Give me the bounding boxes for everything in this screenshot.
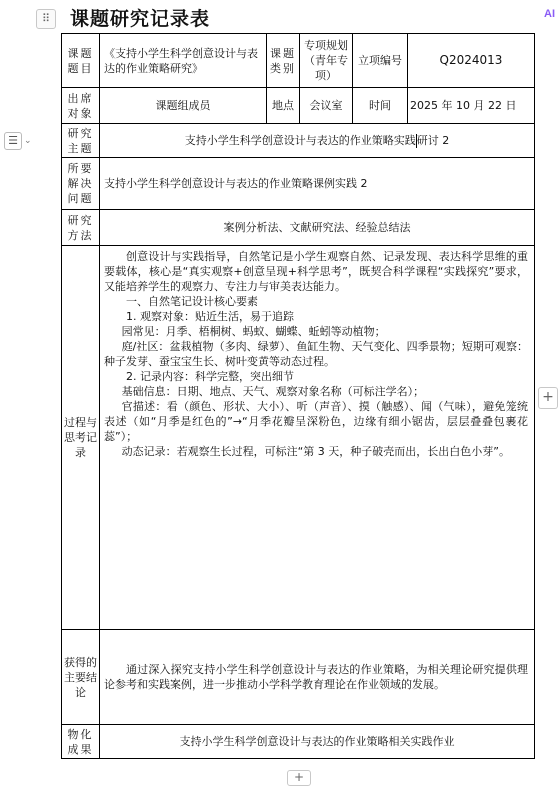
- ai-assistant-button[interactable]: AI: [544, 8, 555, 20]
- attendee-label: 出席对象: [62, 88, 100, 124]
- table-row: [62, 158, 535, 210]
- outcome-label: 物化成果: [62, 725, 100, 759]
- research-theme-text: 支持小学生科学创意设计与表达的作业策略实践: [184, 134, 416, 147]
- table-row: [62, 34, 535, 88]
- category-label: 课题类别: [267, 34, 300, 88]
- table-row: [62, 246, 535, 630]
- chevron-down-icon[interactable]: ⌄: [24, 136, 32, 146]
- place-label: 地点: [267, 88, 300, 124]
- category-value[interactable]: 专项规划（青年专项）: [300, 34, 353, 88]
- document-title: 课题研究记录表: [70, 8, 211, 30]
- table-row: [62, 725, 535, 759]
- id-label: 立项编号: [353, 34, 408, 88]
- process-paragraph: 创意设计与实践指导，自然笔记是小学生观察自然、记录发现、表达科学思维的重要载体，核心是“真实观察+创意呈现+科学思考”，既契合科学课程“实践探究”要求，又能培养学生的观察力、专注力与审美表达能力。: [104, 250, 528, 293]
- research-theme-value[interactable]: [100, 124, 535, 158]
- conclusion-value[interactable]: 通过深入探究支持小学生科学创意设计与表达的作业策略，为相关理论研究提供理论参考和实践案例，进一步推动小学科学教育理论在作业领域的发展。: [100, 630, 535, 725]
- place-value[interactable]: 会议室: [300, 88, 353, 124]
- process-paragraph: 1. 观察对象：贴近生活，易于追踪: [126, 310, 294, 323]
- block-type-icon[interactable]: ☰: [4, 132, 22, 150]
- method-value[interactable]: 案例分析法、文献研究法、经验总结法: [100, 210, 535, 246]
- block-menu[interactable]: [4, 132, 42, 150]
- table-row: [62, 210, 535, 246]
- problem-value[interactable]: 支持小学生科学创意设计与表达的作业策略课例实践 2: [100, 158, 535, 210]
- table-row: [62, 88, 535, 124]
- process-paragraph: 2. 记录内容：科学完整，突出细节: [126, 370, 294, 383]
- method-label: 研究方法: [62, 210, 100, 246]
- table-row: [62, 124, 535, 158]
- time-value[interactable]: 2025 年 10 月 22 日: [408, 88, 535, 124]
- conclusion-label: 获得的主要结论: [62, 630, 100, 725]
- problem-label: 所要解决问题: [62, 158, 100, 210]
- process-paragraph: 动态记录：若观察生长过程，可标注“第 3 天，种子破壳而出，长出白色小芽”。: [121, 445, 510, 458]
- process-label: 过程与思考记录: [62, 246, 100, 630]
- drag-handle-icon[interactable]: ⠿: [36, 9, 56, 29]
- id-value[interactable]: Q2024013: [408, 34, 535, 88]
- topic-label: 课题题目: [62, 34, 100, 88]
- process-heading: 一、自然笔记设计核心要素: [126, 295, 258, 308]
- attendee-value[interactable]: 课题组成员: [100, 88, 267, 124]
- add-row-button[interactable]: +: [287, 770, 311, 786]
- topic-value[interactable]: 《支持小学生科学创意设计与表达的作业策略研究》: [100, 34, 267, 88]
- add-column-button[interactable]: +: [538, 387, 558, 409]
- process-paragraph: 园常见：月季、梧桐树、蚂蚁、蝴蝶、蚯蚓等动植物；: [121, 325, 386, 338]
- research-theme-text-end: 研讨 2: [416, 134, 450, 147]
- outcome-value[interactable]: 支持小学生科学创意设计与表达的作业策略相关实践作业: [100, 725, 535, 759]
- process-paragraph: 基础信息：日期、地点、天气、观察对象名称（可标注学名）；: [121, 385, 425, 398]
- process-paragraph: 庭/社区：盆栽植物（多肉、绿萝）、鱼缸生物、天气变化、四季景物；短期可观察：种子发芽、蚕宝宝生长、树叶变黄等动态过程。: [104, 340, 528, 368]
- record-table: [61, 33, 535, 759]
- time-label: 时间: [353, 88, 408, 124]
- table-row: [62, 630, 535, 725]
- process-value[interactable]: [100, 246, 535, 630]
- process-paragraph: 官描述：看（颜色、形状、大小）、听（声音）、摸（触感）、闻（气味），避免笼统表述（如“月季是红色的”→“月季花瓣呈深粉色，边缘有细小锯齿，层层叠叠包裹花蕊”）；: [104, 400, 528, 443]
- research-theme-label: 研究主题: [62, 124, 100, 158]
